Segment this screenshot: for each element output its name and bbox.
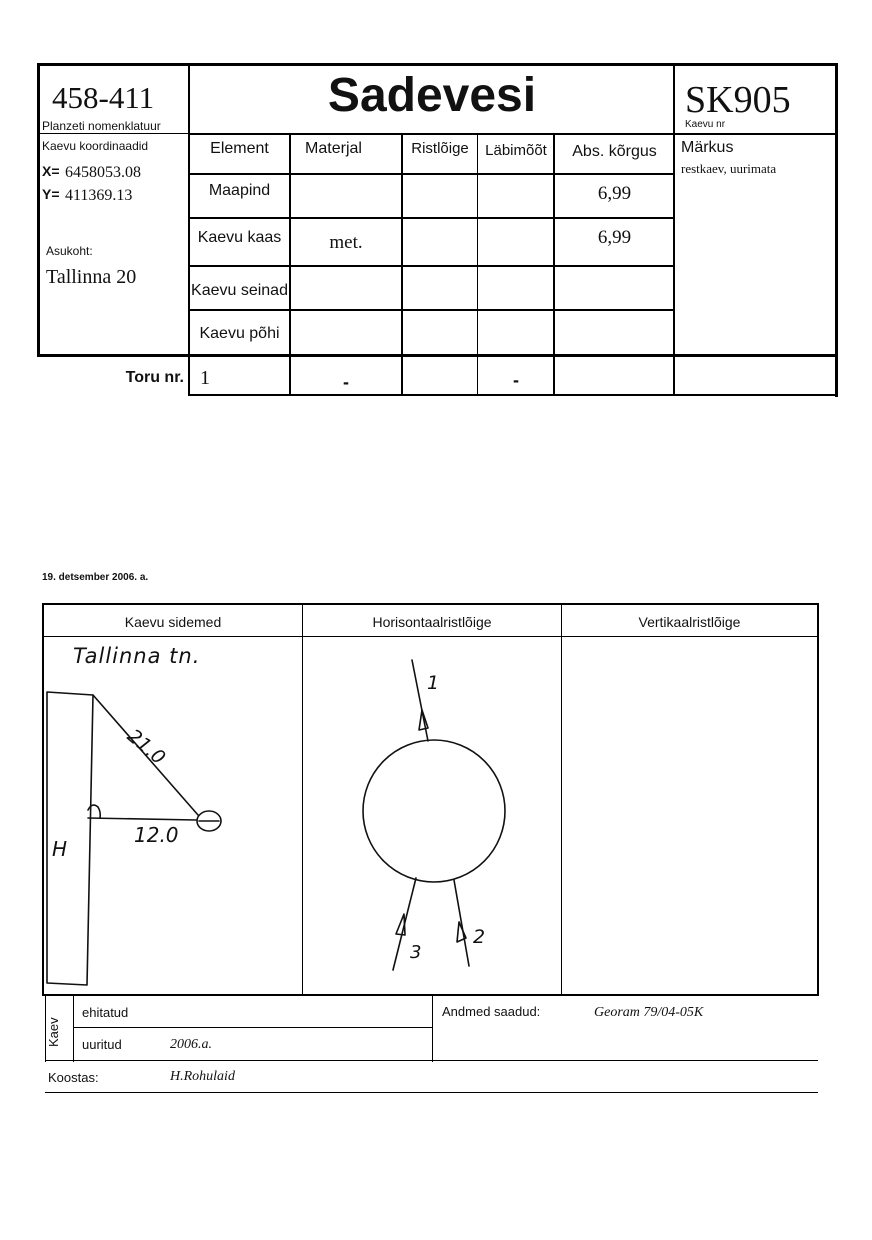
pipe-2-arrow (457, 922, 466, 942)
data-source-label: Andmed saadud: (442, 1004, 541, 1019)
pipe-3-arrow (396, 914, 405, 935)
built-label: ehitatud (82, 1005, 129, 1020)
row-materjal-kaas: met. (329, 232, 363, 253)
y-value: 411369.13 (65, 187, 133, 204)
well-symbol (197, 811, 221, 831)
pipe-1-line (412, 660, 428, 741)
row-element-pohi: Kaevu põhi (199, 325, 280, 342)
location-value: Tallinna 20 (46, 266, 137, 288)
street-label: Tallinna tn. (73, 644, 201, 668)
surveyed-label: uuritud (82, 1037, 122, 1052)
sketch-header-vertical: Vertikaalristlõige (638, 614, 741, 630)
author-value: H.Rohulaid (170, 1069, 235, 1084)
horizontal-measure-line (88, 818, 196, 820)
coords-caption: Kaevu koordinaadid (42, 139, 149, 153)
diagonal-distance: 21.0 (122, 725, 170, 770)
remarks-value: restkaev, uurimata (681, 161, 777, 176)
pipe-label: Toru nr. (125, 369, 184, 386)
row-element-maapind: Maapind (208, 182, 271, 199)
sheet-number: 458-411 (52, 80, 155, 115)
horizontal-distance: 12.0 (134, 823, 179, 847)
pipe-2-line (454, 880, 469, 966)
col-header-materjal: Materjal (305, 140, 362, 157)
row-abs-maapind: 6,99 (597, 183, 632, 204)
footer-side-label: Kaev (46, 1017, 61, 1047)
pipe-3-label: 3 (410, 942, 422, 963)
well-number: SK905 (685, 79, 791, 121)
sketch-header-horizontal: Horisontaalristlõige (372, 614, 492, 630)
well-caption: Kaevu nr (685, 119, 726, 130)
document-date: 19. detsember 2006. a. (42, 572, 149, 583)
building-label: H (52, 837, 68, 861)
pipe-labimoot: - (513, 370, 519, 390)
location-label: Asukoht: (46, 244, 93, 258)
pipe-2-label: 2 (473, 926, 486, 948)
sheet-caption: Planzeti nomenklatuur (42, 119, 161, 133)
col-header-labimoot: Läbimõõt (485, 142, 547, 159)
row-abs-kaas: 6,99 (597, 227, 632, 248)
data-source-value: Georam 79/04-05K (594, 1005, 704, 1020)
col-header-ristloige: Ristlõige (411, 140, 469, 157)
pipe-materjal: - (343, 372, 349, 392)
x-label: X= (42, 163, 60, 179)
pipe-1-arrow (419, 710, 428, 730)
author-label: Koostas: (48, 1070, 99, 1085)
well-cross-section (363, 740, 505, 882)
y-label: Y= (42, 186, 60, 202)
page-title: Sadevesi (327, 69, 537, 122)
surveyed-value: 2006.a. (170, 1037, 212, 1052)
col-header-element: Element (210, 140, 269, 157)
pipe-number: 1 (200, 367, 210, 389)
sketch-header-connections: Kaevu sidemed (124, 614, 222, 630)
remarks-label: Märkus (681, 139, 734, 156)
row-element-seinad: Kaevu seinad (191, 282, 288, 299)
x-value: 6458053.08 (65, 164, 141, 181)
right-angle-mark (88, 805, 100, 818)
row-element-kaas: Kaevu kaas (197, 229, 282, 246)
col-header-abs: Abs. kõrgus (572, 143, 657, 160)
pipe-1-label: 1 (427, 672, 440, 694)
